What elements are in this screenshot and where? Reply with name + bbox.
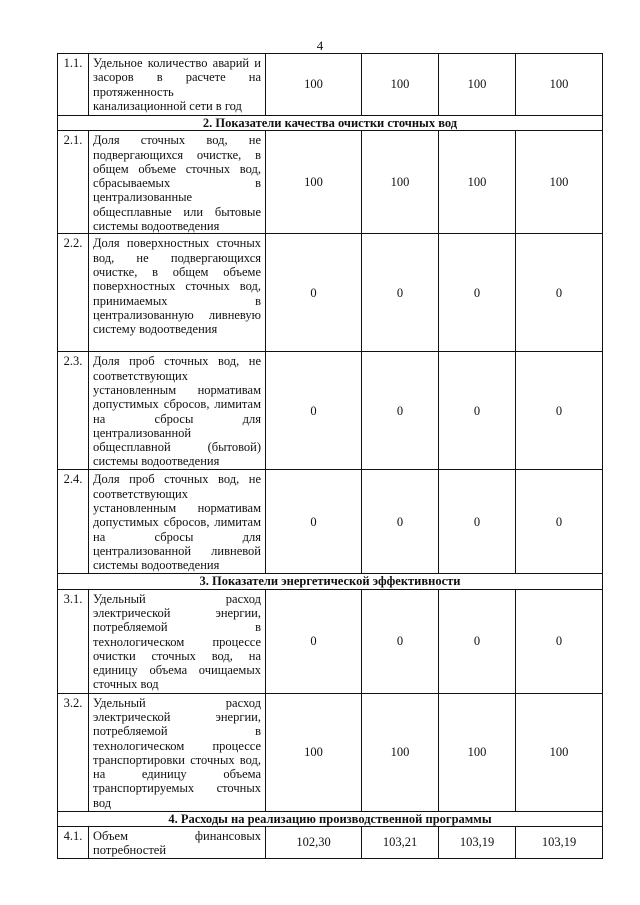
row-description: Доля проб сточных вод, не соответствующих установленным нормативам допустимых сбросов, лимитам на сбросы для централизованной ливневой системы водоотведения xyxy=(89,470,266,574)
table-row xyxy=(58,54,603,116)
page-number: 4 xyxy=(316,38,324,53)
value-cell: 0 xyxy=(362,589,439,693)
value-cell: 100 xyxy=(362,131,439,234)
value-cell: 0 xyxy=(362,470,439,574)
value-cell: 102,30 xyxy=(266,826,362,858)
value-cell: 0 xyxy=(362,352,439,470)
value-cell: 0 xyxy=(266,470,362,574)
row-number: 2.1. xyxy=(58,131,89,234)
value-cell: 0 xyxy=(266,352,362,470)
row-description: Объем финансовых потребностей xyxy=(89,826,266,858)
value-cell: 100 xyxy=(266,54,362,116)
indicators-table xyxy=(57,53,603,859)
row-number: 2.3. xyxy=(58,352,89,470)
value-cell: 0 xyxy=(439,589,516,693)
row-description: Удельный расход электрической энергии, потребляемой в технологическом процессе транспортировки сточных вод, на единицу объема транспортируемых сточных вод xyxy=(89,693,266,811)
value-cell: 100 xyxy=(266,131,362,234)
row-description: Доля сточных вод, не подвергающихся очистке, в общем объеме сточных вод, сбрасываемых в централизованные общесплавные или бытовые системы водоотведения xyxy=(89,131,266,234)
value-cell: 100 xyxy=(362,693,439,811)
value-cell: 0 xyxy=(439,470,516,574)
value-cell: 0 xyxy=(266,589,362,693)
value-cell: 0 xyxy=(516,234,603,352)
row-number: 3.2. xyxy=(58,693,89,811)
table-row xyxy=(58,131,603,234)
section-title: 4. Расходы на реализацию производственной программы xyxy=(58,811,603,826)
section-header xyxy=(58,116,603,131)
section-header xyxy=(58,574,603,589)
value-cell: 100 xyxy=(362,54,439,116)
value-cell: 0 xyxy=(439,352,516,470)
row-description: Удельное количество аварий и засоров в расчете на протяженность канализационной сети в год xyxy=(89,54,266,116)
value-cell: 0 xyxy=(266,234,362,352)
row-description: Доля поверхностных сточных вод, не подвергающихся очистке, в общем объеме поверхностных сточных вод, принимаемых в централизованную ливневую систему водоотведения xyxy=(89,234,266,352)
value-cell: 100 xyxy=(439,131,516,234)
section-title: 3. Показатели энергетической эффективности xyxy=(58,574,603,589)
value-cell: 100 xyxy=(439,693,516,811)
value-cell: 103,21 xyxy=(362,826,439,858)
table-row xyxy=(58,234,603,352)
table-row xyxy=(58,589,603,693)
value-cell: 100 xyxy=(439,54,516,116)
value-cell: 0 xyxy=(439,234,516,352)
row-number: 2.2. xyxy=(58,234,89,352)
row-number: 2.4. xyxy=(58,470,89,574)
row-description: Доля проб сточных вод, не соответствующих установленным нормативам допустимых сбросов, лимитам на сбросы для централизованной общесплавной (бытовой) системы водоотведения xyxy=(89,352,266,470)
value-cell: 100 xyxy=(516,131,603,234)
table-row xyxy=(58,826,603,858)
row-number: 4.1. xyxy=(58,826,89,858)
value-cell: 103,19 xyxy=(439,826,516,858)
value-cell: 0 xyxy=(516,352,603,470)
value-cell: 100 xyxy=(516,54,603,116)
section-header xyxy=(58,811,603,826)
table-row xyxy=(58,470,603,574)
row-description: Удельный расход электрической энергии, потребляемой в технологическом процессе очистки сточных вод, на единицу объема очищаемых сточных вод xyxy=(89,589,266,693)
row-number: 1.1. xyxy=(58,54,89,116)
value-cell: 0 xyxy=(362,234,439,352)
value-cell: 103,19 xyxy=(516,826,603,858)
value-cell: 0 xyxy=(516,589,603,693)
value-cell: 0 xyxy=(516,470,603,574)
table-row xyxy=(58,693,603,811)
table-row xyxy=(58,352,603,470)
value-cell: 100 xyxy=(516,693,603,811)
row-number: 3.1. xyxy=(58,589,89,693)
value-cell: 100 xyxy=(266,693,362,811)
section-title: 2. Показатели качества очистки сточных вод xyxy=(58,116,603,131)
